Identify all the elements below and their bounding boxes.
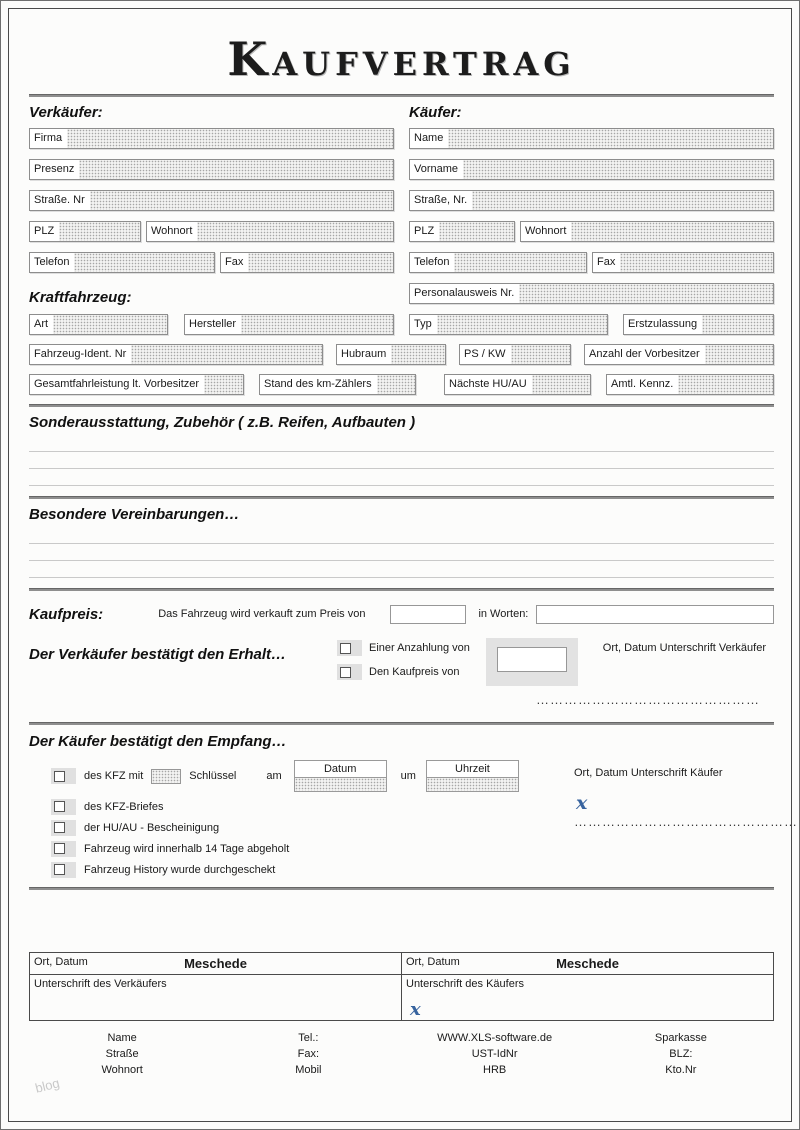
amtl-kennz-input[interactable]: [678, 375, 773, 394]
seller-column: [29, 104, 394, 314]
km-stand-label: Stand des km-Zählers: [264, 378, 372, 391]
footer-blz: BLZ:: [669, 1048, 693, 1061]
footer-ktonr: Kto.Nr: [665, 1064, 697, 1077]
buyer-telefon-row: [409, 252, 774, 273]
footer-col-kontakt-name: [29, 1030, 215, 1078]
vorbesitzer-input[interactable]: [705, 345, 773, 364]
buyer-plz-input[interactable]: [439, 222, 514, 241]
gesamtfahrleistung-input[interactable]: [204, 375, 243, 394]
hu-au-label: Nächste HU/AU: [449, 378, 527, 391]
handwritten-x-mark: x: [576, 792, 588, 815]
ps-kw-label: PS / KW: [464, 348, 506, 361]
hersteller-field: [184, 314, 394, 335]
firma-field: [29, 128, 394, 149]
checkbox-well: [337, 640, 362, 656]
anzahlung-option-label: Einer Anzahlung von: [369, 642, 470, 655]
art-input[interactable]: [53, 315, 167, 334]
footer-name: Name: [107, 1032, 137, 1045]
hu-au-bescheinigung-label: der HU/AU - Bescheinigung: [84, 821, 220, 834]
erstzulassung-label: Erstzulassung: [628, 318, 698, 331]
hubraum-label: Hubraum: [341, 348, 387, 361]
kaufpreis-row: [29, 603, 774, 625]
buyer-plz-label: PLZ: [414, 225, 435, 238]
unterschrift-verkaeufer-label: Unterschrift des Verkäufers: [34, 978, 167, 991]
in-worten-label: in Worten:: [478, 608, 529, 621]
um-label: um: [400, 770, 416, 783]
buyer-strasse-input[interactable]: [472, 191, 773, 210]
verkaeufer-signatur-caption: Ort, Datum Unterschrift Verkäufer: [602, 642, 766, 655]
kaufpreis-heading: Kaufpreis:: [29, 605, 104, 623]
seller-telefon-label: Telefon: [34, 256, 70, 269]
verkaeufer-bestaetigung-section: [29, 634, 774, 712]
typ-label: Typ: [414, 318, 432, 331]
vorbesitzer-field: [584, 344, 774, 365]
sonderausstattung-heading: Sonderausstattung, Zubehör ( z.B. Reifen, Aufbauten ): [29, 414, 416, 432]
ps-kw-input[interactable]: [511, 345, 570, 364]
footer-col-bank: [588, 1030, 774, 1078]
kaeufer-bestaetigung-heading: Der Käufer bestätigt den Empfang…: [29, 733, 287, 751]
seller-telefon-row: [29, 252, 394, 273]
hersteller-label: Hersteller: [189, 318, 237, 331]
schluessel-label: Schlüssel: [189, 770, 237, 783]
seller-telefon-field: [29, 252, 215, 273]
am-label: am: [266, 770, 282, 783]
kfz-brief-checkbox[interactable]: [54, 801, 65, 812]
vorbesitzer-label: Anzahl der Vorbesitzer: [589, 348, 700, 361]
gesamtfahrleistung-label: Gesamtfahrleistung lt. Vorbesitzer: [34, 378, 200, 391]
kaufpreis-option-label: Den Kaufpreis von: [369, 666, 460, 679]
footer: [29, 1030, 774, 1078]
footer-tel: Tel.:: [298, 1032, 319, 1045]
writing-line[interactable]: [29, 452, 774, 469]
history-checkbox[interactable]: [54, 864, 65, 875]
kfz-mit-label: des KFZ mit: [84, 770, 144, 783]
anzahlung-options: [337, 636, 470, 684]
verkaeufer-signatur-linie[interactable]: …………………………………………: [536, 692, 760, 708]
seller-telefon-input[interactable]: [74, 253, 214, 272]
seller-fax-input[interactable]: [248, 253, 393, 272]
gesamtfahrleistung-field: [29, 374, 244, 395]
hersteller-input[interactable]: [241, 315, 393, 334]
blog-watermark: blog: [33, 1075, 62, 1096]
writing-line[interactable]: [29, 527, 774, 544]
presenz-field: [29, 159, 394, 180]
sonderausstattung-lines: [29, 435, 774, 486]
footer-ustidnr: UST-IdNr: [471, 1048, 518, 1061]
section-divider: [29, 94, 774, 97]
ident-nr-label: Fahrzeug-Ident. Nr: [34, 348, 127, 361]
seller-fax-field: [220, 252, 394, 273]
history-row: [51, 859, 774, 880]
abholung-label: Fahrzeug wird innerhalb 14 Tage abgeholt: [84, 842, 290, 855]
amtl-kennz-field: [606, 374, 774, 395]
uhrzeit-input[interactable]: [427, 778, 518, 791]
handwritten-x-mark: x: [410, 999, 421, 1021]
buyer-plz-field: [409, 221, 515, 242]
firma-input[interactable]: [67, 129, 393, 148]
hubraum-field: [336, 344, 446, 365]
schluessel-anzahl-input[interactable]: [151, 769, 181, 784]
seller-plz-input[interactable]: [59, 222, 140, 241]
buyer-wohnort-label: Wohnort: [525, 225, 567, 238]
kaufpreis-option-row: [337, 660, 470, 684]
footer-website: WWW.XLS-software.de: [437, 1032, 553, 1045]
kaufpreis-checkbox[interactable]: [340, 667, 351, 678]
ps-kw-field: [459, 344, 571, 365]
unterschrift-kaeufer-label: Unterschrift des Käufers: [406, 978, 524, 991]
vehicle-row-1: [29, 314, 774, 335]
amtl-kennz-label: Amtl. Kennz.: [611, 378, 674, 391]
ort-datum-verkaeufer-cell: [30, 953, 402, 975]
km-stand-field: [259, 374, 416, 395]
erstzulassung-field: [623, 314, 774, 335]
vehicle-heading: Kraftfahrzeug:: [29, 289, 132, 307]
seller-strasse-field: [29, 190, 394, 211]
seller-wohnort-label: Wohnort: [151, 225, 193, 238]
vereinbarungen-lines: [29, 527, 774, 578]
kfz-checkbox[interactable]: [54, 771, 65, 782]
abholung-row: [51, 838, 774, 859]
kfz-brief-label: des KFZ-Briefes: [84, 800, 164, 813]
betrag-input[interactable]: [497, 647, 567, 672]
vehicle-row-3: [29, 374, 774, 395]
seller-wohnort-input[interactable]: [197, 222, 393, 241]
kaeufer-signatur-linie[interactable]: …………………………………………: [574, 814, 798, 830]
seller-fax-label: Fax: [225, 256, 244, 269]
preis-input[interactable]: [390, 605, 466, 624]
erstzulassung-input[interactable]: [702, 315, 773, 334]
checkbox-well: [51, 799, 76, 815]
datum-box: [294, 760, 387, 792]
checkbox-well: [51, 820, 76, 836]
seller-heading: Verkäufer:: [29, 104, 103, 122]
writing-line[interactable]: [29, 469, 774, 486]
hu-au-input[interactable]: [532, 375, 590, 394]
name-input[interactable]: [448, 129, 773, 148]
writing-line[interactable]: [29, 544, 774, 561]
buyer-fax-field: [592, 252, 774, 273]
kaeufer-signatur-caption: Ort, Datum Unterschrift Käufer: [574, 767, 723, 780]
ort-links-value: Meschede: [184, 956, 247, 972]
section-divider: [29, 588, 774, 591]
ort-datum-row: [30, 953, 774, 975]
personalausweis-label: Personalausweis Nr.: [414, 287, 515, 300]
seller-strasse-input[interactable]: [90, 191, 393, 210]
hu-au-checkbox[interactable]: [54, 822, 65, 833]
buyer-telefon-field: [409, 252, 587, 273]
presenz-input[interactable]: [79, 160, 393, 179]
unterschrift-kaeufer-cell[interactable]: [402, 975, 774, 1021]
footer-col-firma: [402, 1030, 588, 1078]
ident-nr-input[interactable]: [131, 345, 322, 364]
vereinbarungen-heading: Besondere Vereinbarungen…: [29, 506, 240, 524]
footer-mobil: Mobil: [295, 1064, 322, 1077]
art-field: [29, 314, 168, 335]
betrag-panel: [486, 638, 578, 686]
buyer-wohnort-input[interactable]: [571, 222, 773, 241]
datum-label: Datum: [295, 761, 386, 778]
hu-au-field: [444, 374, 591, 395]
checkbox-well: [51, 862, 76, 878]
unterschriften-tabelle: [29, 952, 774, 1021]
vehicle-section: [29, 314, 774, 395]
ort-datum-links-label: Ort, Datum: [34, 956, 88, 969]
anzahlung-checkbox[interactable]: [340, 643, 351, 654]
footer-sparkasse: Sparkasse: [654, 1032, 707, 1045]
ort-datum-kaeufer-cell: [402, 953, 774, 975]
uhrzeit-box: [426, 760, 519, 792]
uhrzeit-label: Uhrzeit: [427, 761, 518, 778]
buyer-strasse-label: Straße, Nr.: [414, 194, 468, 207]
footer-wohnort: Wohnort: [101, 1064, 143, 1077]
unterschriften-row: [30, 975, 774, 1021]
history-label: Fahrzeug History wurde durchgeschekt: [84, 863, 276, 876]
footer-fax: Fax:: [297, 1048, 320, 1061]
name-field: [409, 128, 774, 149]
checkbox-well: [51, 768, 76, 784]
kaufpreis-intro-text: Das Fahrzeug wird verkauft zum Preis von: [158, 608, 366, 621]
personalausweis-input[interactable]: [519, 284, 773, 303]
preis-in-worten-input[interactable]: [536, 605, 774, 624]
buyer-strasse-field: [409, 190, 774, 211]
kaeufer-signatur-block: [574, 763, 798, 831]
footer-strasse: Straße: [105, 1048, 139, 1061]
section-divider: [29, 887, 774, 890]
writing-line[interactable]: [29, 435, 774, 452]
buyer-plz-row: [409, 221, 774, 242]
buyer-wohnort-field: [520, 221, 774, 242]
footer-hrb: HRB: [483, 1064, 507, 1077]
name-label: Name: [414, 132, 444, 145]
checkbox-well: [51, 841, 76, 857]
vorname-field: [409, 159, 774, 180]
personalausweis-field: [409, 283, 774, 304]
parties-section: [29, 104, 774, 314]
vorname-input[interactable]: [463, 160, 773, 179]
abholung-checkbox[interactable]: [54, 843, 65, 854]
datum-input[interactable]: [295, 778, 386, 791]
buyer-telefon-label: Telefon: [414, 256, 450, 269]
section-divider: [29, 404, 774, 407]
buyer-telefon-input[interactable]: [454, 253, 586, 272]
anzahlung-option-row: [337, 636, 470, 660]
seller-plz-label: PLZ: [34, 225, 55, 238]
hubraum-input[interactable]: [391, 345, 445, 364]
section-divider: [29, 496, 774, 499]
buyer-column: [409, 104, 774, 314]
section-divider: [29, 722, 774, 725]
ort-datum-rechts-label: Ort, Datum: [406, 956, 460, 969]
seller-plz-row: [29, 221, 394, 242]
vorname-label: Vorname: [414, 163, 459, 176]
ident-nr-field: [29, 344, 323, 365]
seller-wohnort-field: [146, 221, 394, 242]
writing-line[interactable]: [29, 561, 774, 578]
ort-rechts-value: Meschede: [556, 956, 619, 972]
km-stand-input[interactable]: [377, 375, 415, 394]
seller-strasse-label: Straße. Nr: [34, 194, 85, 207]
buyer-heading: Käufer:: [409, 104, 462, 122]
footer-col-telefon: [215, 1030, 401, 1078]
buyer-fax-label: Fax: [597, 256, 616, 269]
unterschrift-verkaeufer-cell[interactable]: [30, 975, 402, 1021]
buyer-fax-input[interactable]: [620, 253, 773, 272]
typ-input[interactable]: [437, 315, 607, 334]
presenz-label: Presenz: [34, 163, 75, 176]
typ-field: [409, 314, 608, 335]
seller-plz-field: [29, 221, 141, 242]
art-label: Art: [34, 318, 49, 331]
firma-label: Firma: [34, 132, 63, 145]
page-content: [29, 9, 798, 1078]
verkaeufer-bestaetigung-heading: Der Verkäufer bestätigt den Erhalt…: [29, 646, 287, 664]
checkbox-well: [337, 664, 362, 680]
page-title: Kaufvertrag: [227, 32, 576, 86]
kaeufer-bestaetigung-section: [29, 733, 798, 880]
vehicle-row-2: [29, 344, 774, 365]
